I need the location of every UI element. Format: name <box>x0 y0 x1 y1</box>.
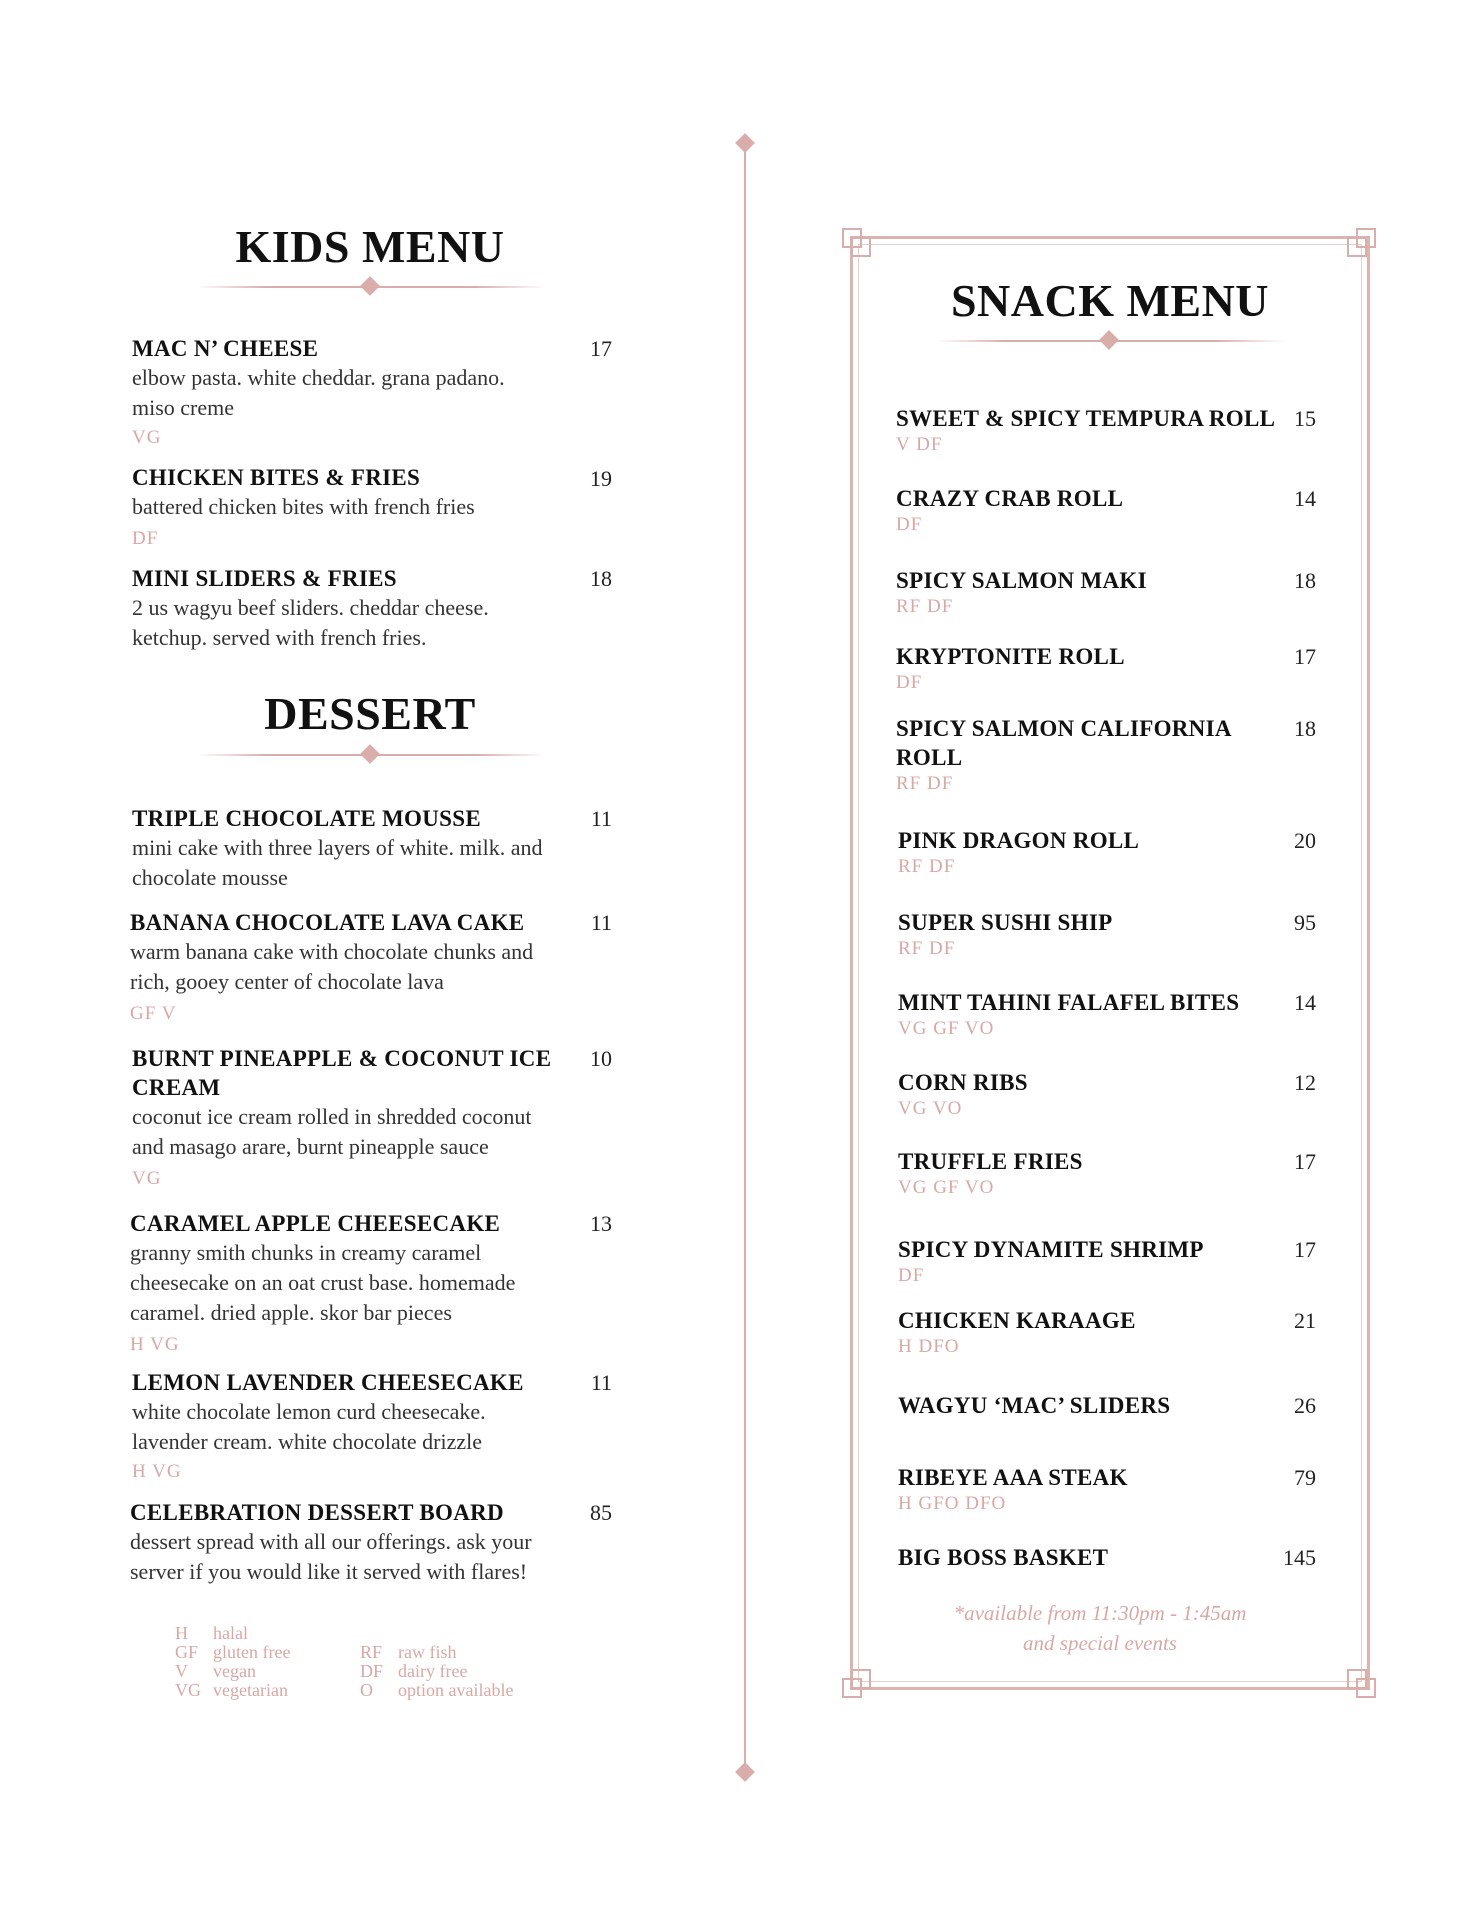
kids-item <box>132 334 572 453</box>
item-tags: VG <box>132 427 162 448</box>
item-price: 18 <box>1294 716 1316 741</box>
item-tags: V DF <box>896 434 943 455</box>
frame-corner-ornament <box>842 1664 876 1698</box>
snack-menu-rule <box>935 340 1285 342</box>
legend-row <box>360 1681 560 1700</box>
legend-code: O <box>360 1680 373 1700</box>
item-tags: VG GF VO <box>898 1177 995 1198</box>
legend-code: H <box>175 1623 188 1643</box>
dessert-item <box>132 804 592 893</box>
legend-row <box>175 1624 335 1643</box>
frame-corner-ornament <box>1342 228 1376 262</box>
item-tags: GF V <box>130 1003 177 1024</box>
kids-menu-rule <box>196 286 546 288</box>
snack-item <box>898 1068 1278 1121</box>
item-desc-line: server if you would like it served with flares! <box>130 1559 528 1584</box>
snack-item <box>898 1543 1278 1572</box>
item-name: SPICY DYNAMITE SHRIMP <box>898 1237 1204 1262</box>
item-name: TRUFFLE FRIES <box>898 1149 1083 1174</box>
frame-corner-ornament <box>842 228 876 262</box>
item-name: LEMON LAVENDER CHEESECAKE <box>132 1370 524 1395</box>
legend-label: dairy free <box>398 1661 468 1681</box>
item-price: 20 <box>1294 828 1316 853</box>
item-tags: H VG <box>130 1334 180 1355</box>
item-name: RIBEYE AAA STEAK <box>898 1465 1128 1490</box>
item-desc-line: and masago arare, burnt pineapple sauce <box>132 1134 489 1159</box>
item-price: 18 <box>590 566 612 591</box>
legend-code: VG <box>175 1680 201 1700</box>
item-desc-line: caramel. dried apple. skor bar pieces <box>130 1300 452 1325</box>
item-name-line: SPICY SALMON CALIFORNIA <box>896 716 1232 741</box>
item-price: 11 <box>590 806 612 831</box>
snack-item <box>896 566 1276 619</box>
dessert-item <box>130 908 590 1029</box>
item-name-line: BURNT PINEAPPLE & COCONUT ICE <box>132 1046 552 1071</box>
item-tags: DF <box>132 528 159 549</box>
item-name: WAGYU ‘MAC’ SLIDERS <box>898 1393 1171 1418</box>
item-tags: DF <box>896 514 923 535</box>
snack-item <box>898 988 1278 1041</box>
item-desc-line: battered chicken bites with french fries <box>132 494 475 519</box>
item-price: 17 <box>1294 1149 1316 1174</box>
legend-code: RF <box>360 1642 383 1662</box>
item-desc-line: cheesecake on an oat crust base. homemade <box>130 1270 516 1295</box>
legend-label: vegetarian <box>213 1680 288 1700</box>
snack-item <box>898 826 1278 879</box>
item-desc-line: 2 us wagyu beef sliders. cheddar cheese. <box>132 595 489 620</box>
item-tags: H DFO <box>898 1336 960 1357</box>
item-name: CHICKEN KARAAGE <box>898 1308 1136 1333</box>
snack-item <box>896 714 1276 796</box>
snack-item <box>896 404 1276 457</box>
legend-row <box>175 1643 335 1662</box>
item-price: 85 <box>590 1500 612 1525</box>
divider-top-diamond <box>735 133 755 153</box>
dessert-item <box>132 1368 592 1487</box>
note-line: *available from 11:30pm - 1:45am <box>953 1601 1247 1625</box>
snack-item <box>896 642 1276 695</box>
item-desc-line: coconut ice cream rolled in shredded coconut <box>132 1104 532 1129</box>
item-tags: RF DF <box>898 856 956 877</box>
item-name: MAC N’ CHEESE <box>132 336 319 361</box>
note-line: and special events <box>1023 1631 1177 1655</box>
item-tags: VG <box>132 1168 162 1189</box>
item-tags: RF DF <box>896 596 954 617</box>
item-name: CELEBRATION DESSERT BOARD <box>130 1500 504 1525</box>
item-price: 14 <box>1294 486 1316 511</box>
divider-bottom-diamond <box>735 1762 755 1782</box>
item-price: 79 <box>1294 1465 1316 1490</box>
snack-item <box>898 1235 1278 1288</box>
snack-item <box>898 908 1278 961</box>
item-price: 21 <box>1294 1308 1316 1333</box>
item-name: TRIPLE CHOCOLATE MOUSSE <box>132 806 481 831</box>
item-desc-line: warm banana cake with chocolate chunks and <box>130 939 534 964</box>
item-name: CORN RIBS <box>898 1070 1028 1095</box>
snack-item <box>898 1306 1278 1359</box>
item-name: PINK DRAGON ROLL <box>898 828 1140 853</box>
item-tags: DF <box>898 1265 925 1286</box>
item-desc-line: ketchup. served with french fries. <box>132 625 427 650</box>
item-desc-line: white chocolate lemon curd cheesecake. <box>132 1399 486 1424</box>
item-price: 17 <box>1294 1237 1316 1262</box>
legend-left <box>175 1624 335 1700</box>
legend-code: DF <box>360 1661 384 1681</box>
item-desc-line: elbow pasta. white cheddar. grana padano. <box>132 365 505 390</box>
item-price: 11 <box>590 1370 612 1395</box>
item-tags: H VG <box>132 1461 182 1482</box>
kids-item <box>132 564 572 653</box>
item-desc-line: chocolate mousse <box>132 865 288 890</box>
snack-item <box>896 484 1276 537</box>
legend-label: option available <box>398 1680 514 1700</box>
snack-item <box>898 1391 1278 1420</box>
item-price: 17 <box>590 336 612 361</box>
item-price: 19 <box>590 466 612 491</box>
snack-item <box>898 1147 1278 1200</box>
dessert-rule <box>196 754 546 756</box>
item-name: CHICKEN BITES & FRIES <box>132 465 421 490</box>
item-name: SWEET & SPICY TEMPURA ROLL <box>896 406 1276 431</box>
dessert-item <box>130 1498 590 1587</box>
item-price: 11 <box>590 910 612 935</box>
item-name: BIG BOSS BASKET <box>898 1545 1109 1570</box>
center-divider <box>744 142 746 1772</box>
legend-row <box>175 1662 335 1681</box>
dessert-title: DESSERT <box>264 688 476 739</box>
legend-label: gluten free <box>213 1642 291 1662</box>
legend-right <box>360 1643 560 1700</box>
item-price: 12 <box>1294 1070 1316 1095</box>
item-desc-line: rich, gooey center of chocolate lava <box>130 969 444 994</box>
item-price: 95 <box>1294 910 1316 935</box>
item-tags: RF DF <box>896 773 954 794</box>
item-desc-line: miso creme <box>132 395 235 420</box>
item-desc-line: granny smith chunks in creamy caramel <box>130 1240 482 1265</box>
item-price: 14 <box>1294 990 1316 1015</box>
legend-code: V <box>175 1661 188 1681</box>
item-price: 26 <box>1294 1393 1316 1418</box>
item-tags: RF DF <box>898 938 956 959</box>
item-desc-line: dessert spread with all our offerings. ask your <box>130 1529 532 1554</box>
legend-row <box>360 1643 560 1662</box>
item-price: 13 <box>590 1211 612 1236</box>
item-tags: VG GF VO <box>898 1018 995 1039</box>
legend-label: vegan <box>213 1661 256 1681</box>
kids-item <box>132 463 572 554</box>
legend-row <box>175 1681 335 1700</box>
item-price: 145 <box>1283 1545 1316 1570</box>
snack-menu-title: SNACK MENU <box>950 275 1270 326</box>
item-desc-line: mini cake with three layers of white. milk. and <box>132 835 543 860</box>
item-name: KRYPTONITE ROLL <box>896 644 1125 669</box>
item-tags: H GFO DFO <box>898 1493 1007 1514</box>
item-name: CARAMEL APPLE CHEESECAKE <box>130 1211 501 1236</box>
item-name: BANANA CHOCOLATE LAVA CAKE <box>130 910 525 935</box>
item-name: CRAZY CRAB ROLL <box>896 486 1124 511</box>
dessert-item <box>130 1209 590 1360</box>
item-desc-line: lavender cream. white chocolate drizzle <box>132 1429 482 1454</box>
legend-label: raw fish <box>398 1642 457 1662</box>
item-name: MINI SLIDERS & FRIES <box>132 566 397 591</box>
item-price: 17 <box>1294 644 1316 669</box>
item-name: MINT TAHINI FALAFEL BITES <box>898 990 1240 1015</box>
item-tags: DF <box>896 672 923 693</box>
item-price: 18 <box>1294 568 1316 593</box>
legend-row <box>360 1662 560 1681</box>
availability-note <box>900 1598 1300 1658</box>
frame-corner-ornament <box>1342 1664 1376 1698</box>
item-price: 10 <box>590 1046 612 1071</box>
legend-code: GF <box>175 1642 199 1662</box>
dessert-item <box>132 1044 592 1194</box>
kids-menu-title: KIDS MENU <box>235 221 505 272</box>
item-price: 15 <box>1294 406 1316 431</box>
item-name: SPICY SALMON MAKI <box>896 568 1147 593</box>
item-name-line: CREAM <box>132 1075 221 1100</box>
snack-item <box>898 1463 1278 1516</box>
item-tags: VG VO <box>898 1098 963 1119</box>
item-name: SUPER SUSHI SHIP <box>898 910 1113 935</box>
item-name-line: ROLL <box>896 745 963 770</box>
legend-label: halal <box>213 1623 248 1643</box>
